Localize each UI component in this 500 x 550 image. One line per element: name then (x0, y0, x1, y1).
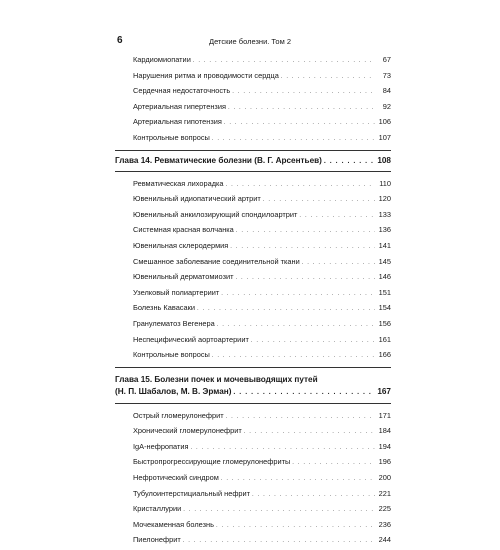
entry-page: 145 (378, 256, 391, 266)
chapter-title: Глава 14. Ревматические болезни (В. Г. Арсентьев) (115, 155, 322, 165)
entry-page: 196 (378, 457, 391, 467)
entry-title: Неспецифический аортоартериит (133, 334, 249, 344)
toc-entry[interactable] (115, 114, 391, 130)
dot-leader (226, 410, 375, 426)
toc-entry[interactable] (115, 52, 391, 68)
toc-entry[interactable] (115, 269, 391, 285)
entry-page: 221 (378, 488, 391, 498)
entry-title: Хронический гломерулонефрит (133, 426, 242, 436)
entry-page: 156 (378, 318, 391, 328)
toc-entry[interactable] (115, 470, 391, 486)
entry-title: Ювенильный дерматомиозит (133, 272, 234, 282)
entry-page: 133 (378, 209, 391, 219)
entry-title: Артериальная гипертензия (133, 101, 226, 111)
entry-page: 166 (378, 350, 391, 360)
dot-leader (212, 349, 375, 365)
toc-entry[interactable] (115, 408, 391, 424)
toc-section-nephrology (115, 408, 391, 548)
toc-entry[interactable] (115, 83, 391, 99)
chapter-14-heading[interactable] (115, 155, 391, 168)
chapter-title-line1: Глава 15. Болезни почек и мочевыводящих путей (115, 374, 318, 384)
table-of-contents (115, 52, 391, 548)
entry-title: Болезнь Кавасаки (133, 303, 195, 313)
toc-entry[interactable] (115, 238, 391, 254)
entry-page: 151 (378, 287, 391, 297)
entry-page: 236 (378, 519, 391, 529)
chapter-page: 167 (377, 386, 391, 396)
entry-page: 110 (379, 178, 391, 188)
entry-page: 184 (378, 426, 391, 436)
dot-leader (302, 256, 375, 272)
entry-title: Пиелонефрит (133, 535, 181, 545)
toc-entry[interactable] (115, 68, 391, 84)
toc-entry[interactable] (115, 176, 391, 192)
entry-page: 141 (378, 240, 391, 250)
dot-leader (235, 271, 375, 287)
dot-leader (236, 224, 375, 240)
entry-title: Ревматическая лихорадка (133, 178, 224, 188)
entry-title: Нефротический синдром (133, 473, 219, 483)
entry-title: Ювенильный идиопатический артрит (133, 194, 261, 204)
toc-entry[interactable] (115, 486, 391, 502)
dot-leader (228, 101, 375, 117)
toc-entry[interactable] (115, 454, 391, 470)
dot-leader (233, 387, 375, 399)
page-number: 6 (117, 35, 123, 46)
dot-leader (281, 70, 375, 86)
dot-leader (251, 334, 375, 350)
section-divider (115, 150, 391, 151)
entry-title: Артериальная гипотензия (133, 117, 222, 127)
entry-page: 194 (378, 441, 391, 451)
entry-title: Ювенильная склеродермия (133, 240, 229, 250)
toc-entry[interactable] (115, 130, 391, 146)
toc-entry[interactable] (115, 316, 391, 332)
entry-title: IgA-нефропатия (133, 441, 189, 451)
entry-page: 200 (378, 473, 391, 483)
entry-page: 154 (378, 303, 391, 313)
entry-title: Контрольные вопросы (133, 132, 210, 142)
toc-entry[interactable] (115, 222, 391, 238)
toc-entry[interactable] (115, 300, 391, 316)
toc-entry[interactable] (115, 207, 391, 223)
toc-section-cardiology (115, 52, 391, 146)
toc-entry[interactable] (115, 332, 391, 348)
entry-page: 84 (382, 86, 391, 96)
entry-page: 73 (382, 70, 391, 80)
entry-page: 106 (378, 117, 391, 127)
entry-title: Тубулоинтерстициальный нефрит (133, 488, 251, 498)
dot-leader (224, 116, 375, 132)
section-divider (115, 403, 391, 404)
entry-title: Узелковый полиартериит (133, 287, 220, 297)
dot-leader (221, 287, 375, 303)
chapter-15-heading[interactable] (115, 372, 391, 403)
toc-entry[interactable] (115, 423, 391, 439)
entry-title: Кардиомиопатии (133, 55, 191, 64)
entry-page: 244 (378, 535, 391, 545)
entry-title: Нарушения ритма и проводимости сердца (133, 70, 279, 80)
toc-entry[interactable] (115, 285, 391, 301)
entry-page: 92 (382, 101, 391, 111)
entry-title: Смешанное заболевание соединительной ткани (133, 256, 300, 266)
entry-page: 171 (378, 410, 391, 420)
dot-leader (292, 456, 375, 472)
dot-leader (252, 488, 375, 504)
entry-title: Системная красная волчанка (133, 225, 234, 235)
section-divider (115, 171, 391, 172)
toc-entry[interactable] (115, 254, 391, 270)
chapter-title-line2: (Н. П. Шабалов, М. В. Эрман) (115, 386, 232, 396)
dot-leader (299, 209, 375, 225)
entry-title: Быстропрогрессирующие гломерулонефриты (133, 457, 291, 467)
entry-page: 120 (378, 194, 391, 204)
dot-leader (244, 425, 375, 441)
entry-page: 146 (378, 272, 391, 282)
entry-title: Мочекаменная болезнь (133, 519, 214, 529)
section-divider (115, 367, 391, 368)
entry-page: 136 (378, 225, 391, 235)
toc-entry[interactable] (115, 99, 391, 115)
entry-page: 225 (378, 504, 391, 514)
toc-entry[interactable] (115, 501, 391, 517)
entry-title: Гранулематоз Вегенера (133, 318, 215, 328)
toc-entry[interactable] (115, 191, 391, 207)
dot-leader (197, 302, 375, 318)
entry-title: Сердечная недостаточность (133, 86, 231, 96)
entry-title: Контрольные вопросы (133, 350, 210, 360)
entry-page: 161 (378, 334, 391, 344)
entry-page: 107 (378, 132, 391, 142)
toc-section-rheumatology (115, 176, 391, 363)
chapter-page: 108 (377, 155, 391, 165)
toc-entry[interactable] (115, 532, 391, 548)
dot-leader (324, 156, 375, 168)
dot-leader (216, 519, 375, 535)
dot-leader (183, 534, 375, 550)
entry-title: Кристаллурии (133, 504, 182, 514)
toc-entry[interactable] (115, 439, 391, 455)
entry-page: 67 (382, 55, 391, 64)
dot-leader (232, 85, 375, 101)
entry-title: Ювенильный анкилозирующий спондилоартрит (133, 209, 298, 219)
dot-leader (212, 132, 375, 148)
running-title: Детские болезни. Том 2 (208, 37, 292, 46)
toc-entry[interactable] (115, 517, 391, 533)
entry-title: Острый гломерулонефрит (133, 410, 224, 420)
toc-entry[interactable] (115, 347, 391, 363)
